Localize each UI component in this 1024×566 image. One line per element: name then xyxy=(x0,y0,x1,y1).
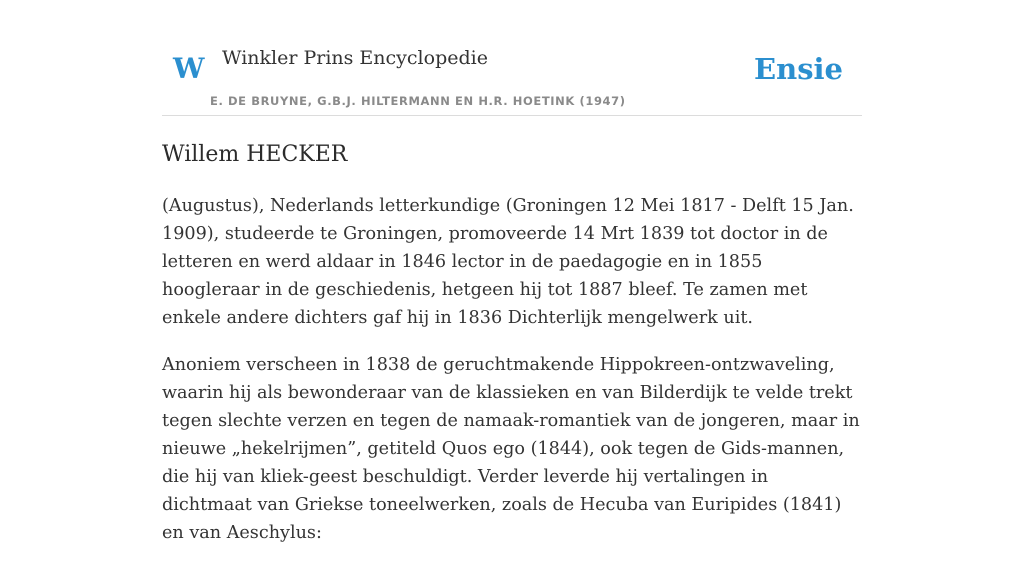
article-paragraph: (Augustus), Nederlands letterkundige (Groningen 12 Mei 1817 - Delft 15 Jan. 1909), studeerde te Groningen, promoveerde 14 Mrt 1839 tot doctor in de letteren en werd aldaar in 1846 lector in de paedagogie en in 1855 hoogleraar in de geschiedenis, hetgeen hij tot 1887 bleef. Te zamen met enkele andere dichters gaf hij in 1836 Dichterlijk mengelwerk uit. xyxy=(162,196,854,328)
ensie-brand-logo[interactable]: Ensie xyxy=(754,52,843,86)
content-container xyxy=(162,0,862,543)
encyclopedia-header xyxy=(162,0,862,116)
encyclopedia-title[interactable]: Winkler Prins Encyclopedie xyxy=(222,47,488,69)
article-body xyxy=(162,192,862,566)
encyclopedia-logo[interactable]: W xyxy=(173,52,205,85)
encyclopedia-authors: E. DE BRUYNE, G.B.J. HILTERMANN EN H.R. HOETINK (1947) xyxy=(210,94,626,108)
article-paragraph: Anoniem verscheen in 1838 de geruchtmakende Hippokreen-ontzwaveling, waarin hij als bewonderaar van de klassieken en van Bilderdijk te velde trekt tegen slechte verzen en tegen de namaak-romantiek van de jongeren, maar in nieuwe „hekelrijmen”, getiteld Quos ego (1844), ook tegen de Gids-mannen, die hij van kliek-geest beschuldigt. Verder leverde hij vertalingen in dichtmaat van Griekse toneelwerken, zoals de Hecuba van Euripides (1841) en van Aeschylus: xyxy=(162,355,860,543)
article-title: Willem HECKER xyxy=(162,142,348,167)
